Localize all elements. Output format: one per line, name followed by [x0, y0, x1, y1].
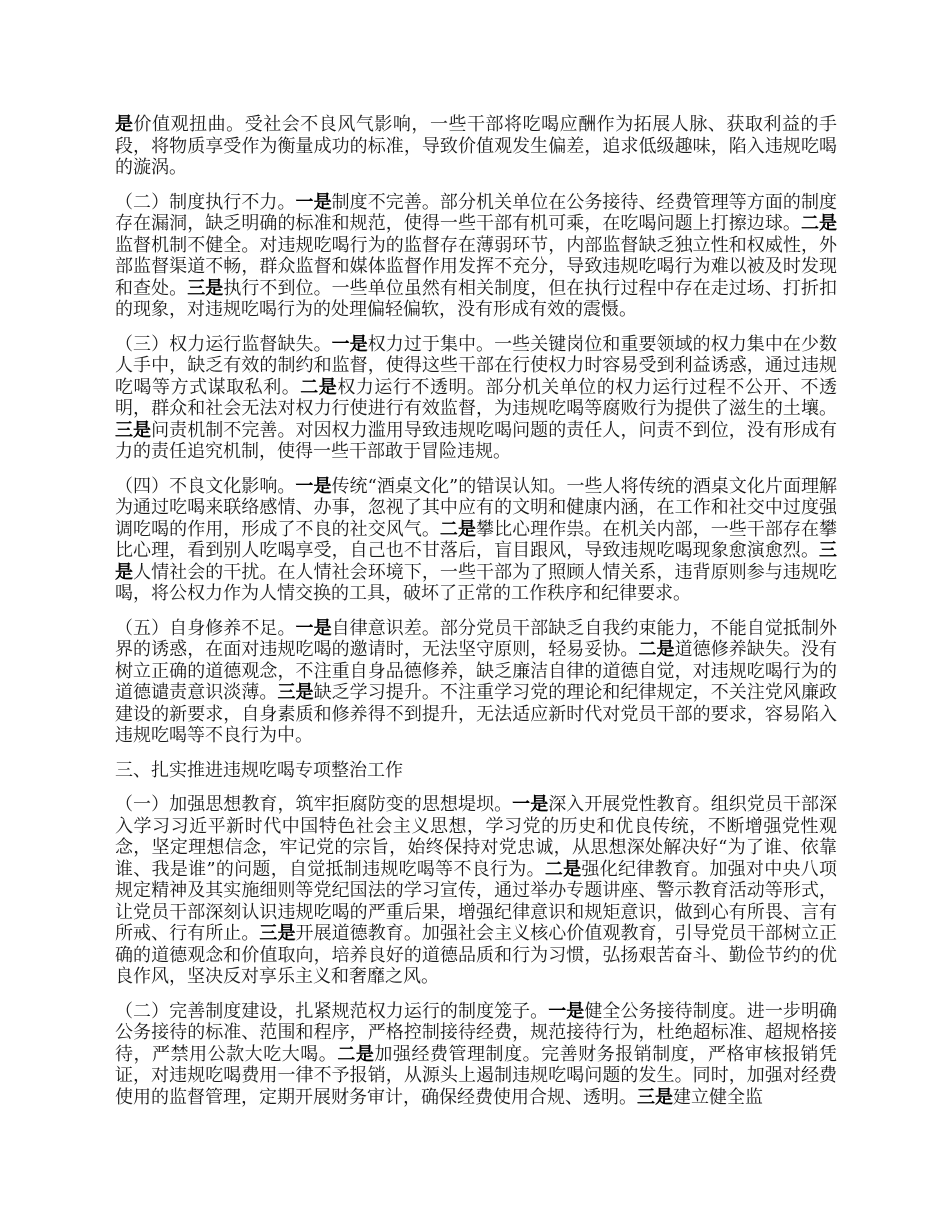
text-run: 价值观扭曲。受社会不良风气影响，一些干部将吃喝应酬作为拓展人脉、获取利益的手段，将物质享受作为衡量成功的标准，导致价值观发生偏差，追求低级趣味，陷入违规吃喝的漩涡。: [115, 114, 838, 178]
text-run: 建立健全监: [673, 1086, 763, 1108]
bold-lead-marker: 是: [115, 114, 134, 135]
bold-lead-marker: 二是: [638, 639, 675, 660]
bold-lead-marker: 二是: [544, 858, 582, 880]
bold-lead-marker: 二是: [800, 213, 838, 234]
text-run: （二）制度执行不力。: [115, 191, 296, 213]
body-paragraph: [115, 114, 837, 179]
text-run: 问责机制不完善。对因权力滥用导致违规吃喝问题的责任人，问责不到位，没有形成有力的责任追究机制，使得一些干部敢于冒险违规。: [115, 419, 838, 462]
text-run: 道德修养缺失。没有树立正确的道德观念，不注重自身品德修养，缺乏廉洁自律的道德自觉，对违规吃喝行为的道德谴责意识淡薄。: [115, 639, 838, 703]
bold-lead-marker: 二是: [300, 376, 338, 398]
bold-lead-marker: 三是: [277, 682, 314, 703]
bold-lead-marker: 二是: [337, 1043, 375, 1065]
body-paragraph: [115, 794, 837, 988]
text-run: 传统“酒桌文化”的错误认知。一些人将传统的酒桌文化片面理解为通过吃喝来联络感情、办事，忽视了其中应有的文明和健康内涵，在工作和社交中过度强调吃喝的作用，形成了不良的社交风气。: [115, 475, 838, 540]
section-heading: [115, 760, 837, 782]
text-run: 深入开展党性教育。组织党员干部深入学习习近平新时代中国特色社会主义思想，学习党的历史和优良传统，不断增强党性观念，坚定理想信念，牢记党的宗旨，始终保持对党忠诚，从思想深处解决好“为了谁、依靠谁、我是谁”的问题，自觉抵制违规吃喝等不良行为。: [115, 794, 838, 880]
document-page: [115, 114, 837, 1121]
text-run: 权力运行不透明。部分机关单位的权力运行过程不公开、不透明，群众和社会无法对权力行使进行有效监督，为违规吃喝等腐败行为提供了滋生的土壤。: [115, 376, 838, 419]
body-paragraph: [115, 1001, 837, 1109]
bold-lead-marker: 一是: [548, 1000, 585, 1022]
text-run: （五）自身修养不足。: [115, 617, 296, 639]
body-paragraph: [115, 618, 837, 747]
text-run: 开展道德教育。加强社会主义核心价值观教育，引导党员干部树立正确的道德观念和价值取向，培养良好的道德品质和行为习惯，弘扬艰苦奋斗、勤俭节约的优良作风，坚决反对享乐主义和奢靡之风。: [115, 923, 838, 987]
bold-lead-marker: 一是: [512, 794, 549, 815]
text-run: 自律意识差。部分党员干部缺乏自我约束能力，不能自觉抵制外界的诱惑，在面对违规吃喝的邀请时，无法坚守原则，轻易妥协。: [115, 617, 838, 660]
text-run: 监督机制不健全。对违规吃喝行为的监督存在薄弱环节，内部监督缺乏独立性和权威性，外部监督渠道不畅，群众监督和媒体监督作用发挥不充分，导致违规吃喝行为难以被及时发现和查处。: [115, 234, 837, 299]
text-run: 缺乏学习提升。不注重学习党的理论和纪律规定，不关注党风廉政建设的新要求，自身素质和修养得不到提升，无法适应新时代对党员干部的要求，容易陷入违规吃喝等不良行为中。: [115, 682, 838, 746]
bold-lead-marker: 二是: [439, 518, 477, 540]
text-run: 强化纪律教育。加强对中央八项规定精神及其实施细则等党纪国法的学习宣传，通过举办专题讲座、警示教育活动等形式，让党员干部深刻认识违规吃喝的严重后果，增强纪律意识和规矩意识，做到心有所畏、言有所戒、行有所止。: [115, 858, 838, 944]
body-paragraph: [115, 476, 837, 605]
bold-lead-marker: 一是: [295, 191, 332, 213]
text-run: 三、扎实推进违规吃喝专项整治工作: [115, 759, 403, 781]
bold-lead-marker: 一是: [295, 617, 332, 639]
bold-lead-marker: 一是: [295, 475, 332, 497]
bold-lead-marker: 一是: [331, 333, 368, 355]
text-run: （三）权力运行监督缺失。: [115, 333, 332, 355]
text-run: 人情社会的干扰。在人情社会环境下，一些干部为了照顾人情关系，违背原则参与违规吃喝，将公权力作为人情交换的工具，破坏了正常的工作秩序和纪律要求。: [115, 561, 838, 604]
bold-lead-marker: 三是: [187, 277, 224, 299]
text-run: 权力过于集中。一些关键岗位和重要领域的权力集中在少数人手中，缺乏有效的制约和监督，使得这些干部在行使权力时容易受到利益诱惑，通过违规吃喝等方式谋取私利。: [115, 333, 838, 398]
bold-lead-marker: 三是: [259, 923, 296, 944]
text-run: 攀比心理作祟。在机关内部，一些干部存在攀比心理，看到别人吃喝享受，自己也不甘落后，盲目跟风，导致违规吃喝现象愈演愈烈。: [115, 518, 838, 561]
bold-lead-marker: 三是: [115, 419, 152, 441]
text-run: 加强经费管理制度。完善财务报销制度，严格审核报销凭证，对违规吃喝费用一律不予报销，从源头上遏制违规吃喝问题的发生。同时，加强对经费使用的监督管理，定期开展财务审计，确保经费使用合规、透明。: [115, 1043, 838, 1108]
text-run: 制度不完善。部分机关单位在公务接待、经费管理等方面的制度存在漏洞，缺乏明确的标准和规范，使得一些干部有机可乘，在吃喝问题上打擦边球。: [115, 191, 838, 234]
bold-lead-marker: 三是: [115, 540, 837, 583]
text-run: 执行不到位。一些单位虽然有相关制度，但在执行过程中存在走过场、打折扣的现象，对违规吃喝行为的处理偏轻偏软，没有形成有效的震慑。: [115, 277, 838, 320]
body-paragraph: [115, 334, 837, 463]
text-run: （四）不良文化影响。: [115, 475, 296, 497]
text-run: 健全公务接待制度。进一步明确公务接待的标准、范围和程序，严格控制接待经费，规范接待行为，杜绝超标准、超规格接待，严禁用公款大吃大喝。: [115, 1000, 838, 1065]
text-run: （一）加强思想教育，筑牢拒腐防变的思想堤坝。: [115, 794, 513, 815]
body-paragraph: [115, 192, 837, 321]
text-run: （二）完善制度建设，扎紧规范权力运行的制度笼子。: [115, 1000, 549, 1022]
bold-lead-marker: 三是: [637, 1086, 673, 1108]
